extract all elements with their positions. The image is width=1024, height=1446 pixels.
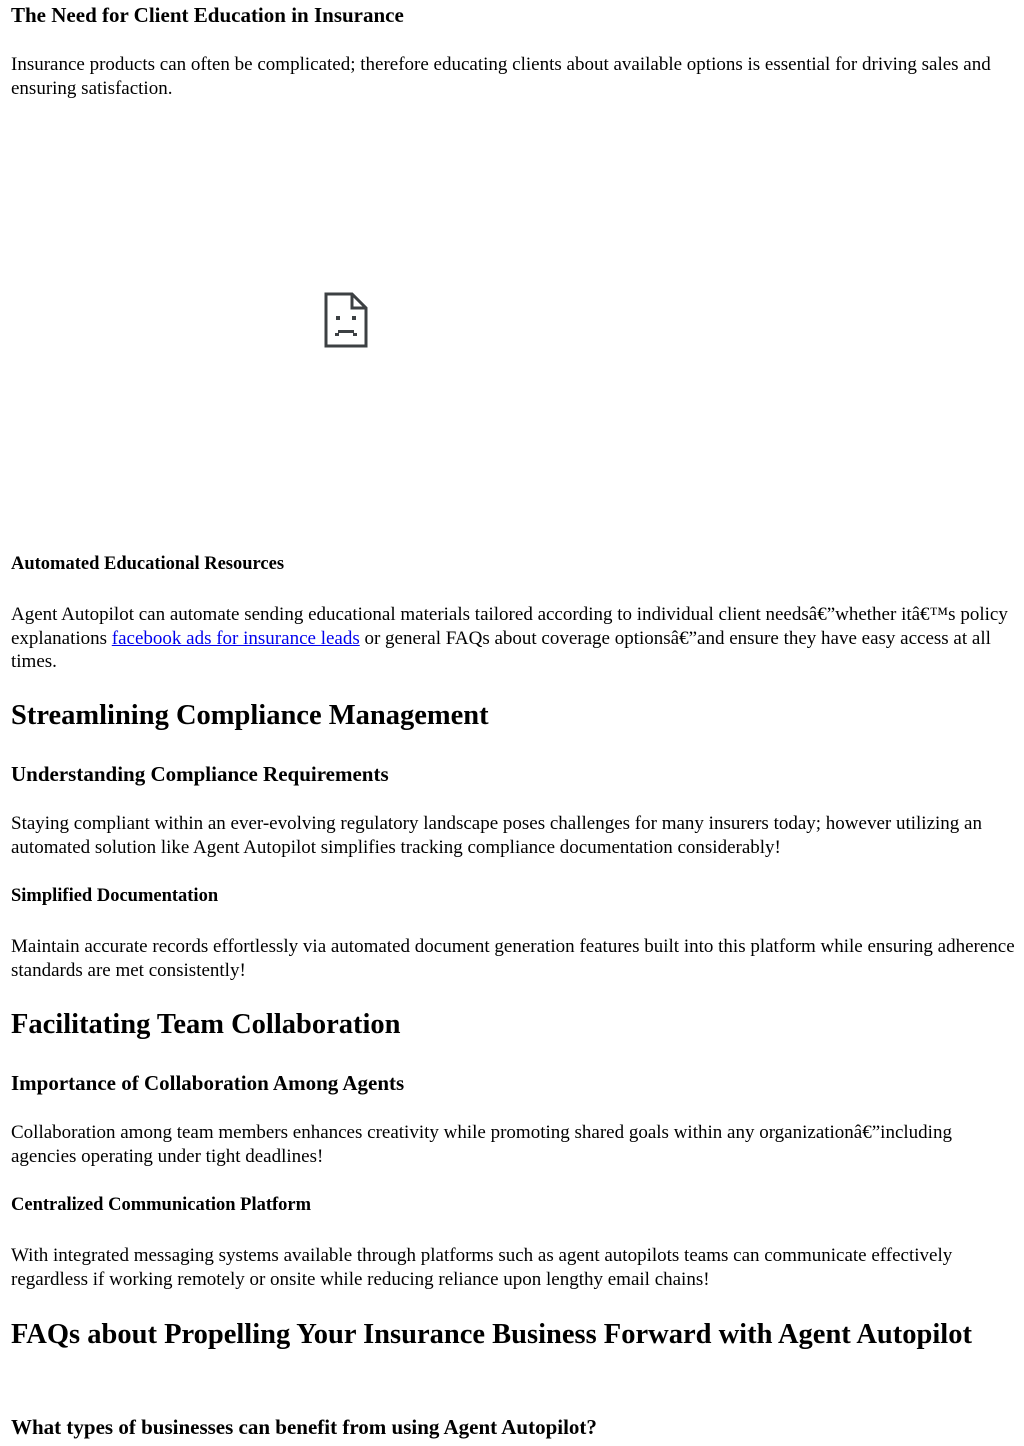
- collaboration-paragraph: Collaboration among team members enhances creativity while promoting shared goals within any organizationâ€”including agencies operating under tight deadlines!: [11, 1122, 952, 1167]
- faq-question-heading: What types of businesses can benefit from using Agent Autopilot?: [11, 1415, 597, 1439]
- client-education-paragraph: Insurance products can often be complicated; therefore educating clients about available options is essential for driving sales and ensuring satisfaction.: [11, 54, 991, 99]
- broken-image-icon: [324, 292, 368, 348]
- centralized-communication-heading: Centralized Communication Platform: [11, 1195, 312, 1215]
- automated-resources-paragraph: [11, 603, 1016, 674]
- automated-resources-heading: Automated Educational Resources: [11, 554, 285, 574]
- compliance-subheading: Understanding Compliance Requirements: [11, 762, 389, 786]
- simplified-documentation-heading: Simplified Documentation: [11, 886, 219, 906]
- client-education-heading: The Need for Client Education in Insurance: [11, 3, 404, 27]
- automated-resources-text-after-link: or general FAQs about coverage optionsâ€”and ensure they have easy access at all times.: [11, 627, 991, 672]
- collaboration-subheading: Importance of Collaboration Among Agents: [11, 1071, 405, 1095]
- compliance-paragraph: Staying compliant within an ever-evolving regulatory landscape poses challenges for many insurers today; however utilizing an automated solution like Agent Autopilot simplifies tracking compliance documentation considerably!: [11, 813, 982, 858]
- collaboration-heading: Facilitating Team Collaboration: [11, 1009, 401, 1040]
- simplified-documentation-paragraph: Maintain accurate records effortlessly via automated document generation features built into this platform while ensuring adherence standards are met consistently!: [11, 936, 1015, 981]
- centralized-communication-paragraph: With integrated messaging systems available through platforms such as agent autopilots teams can communicate effectively regardless if working remotely or onsite while reducing reliance upon lengthy email chains!: [11, 1245, 953, 1290]
- automated-resources-text-before-link: Agent Autopilot can automate sending educational materials tailored according to individual client needsâ€”whether itâ€™s policy explanations: [11, 604, 1008, 649]
- faqs-heading: FAQs about Propelling Your Insurance Business Forward with Agent Autopilot: [11, 1319, 972, 1350]
- compliance-heading: Streamlining Compliance Management: [11, 700, 489, 731]
- facebook-ads-link[interactable]: facebook ads for insurance leads: [111, 627, 360, 649]
